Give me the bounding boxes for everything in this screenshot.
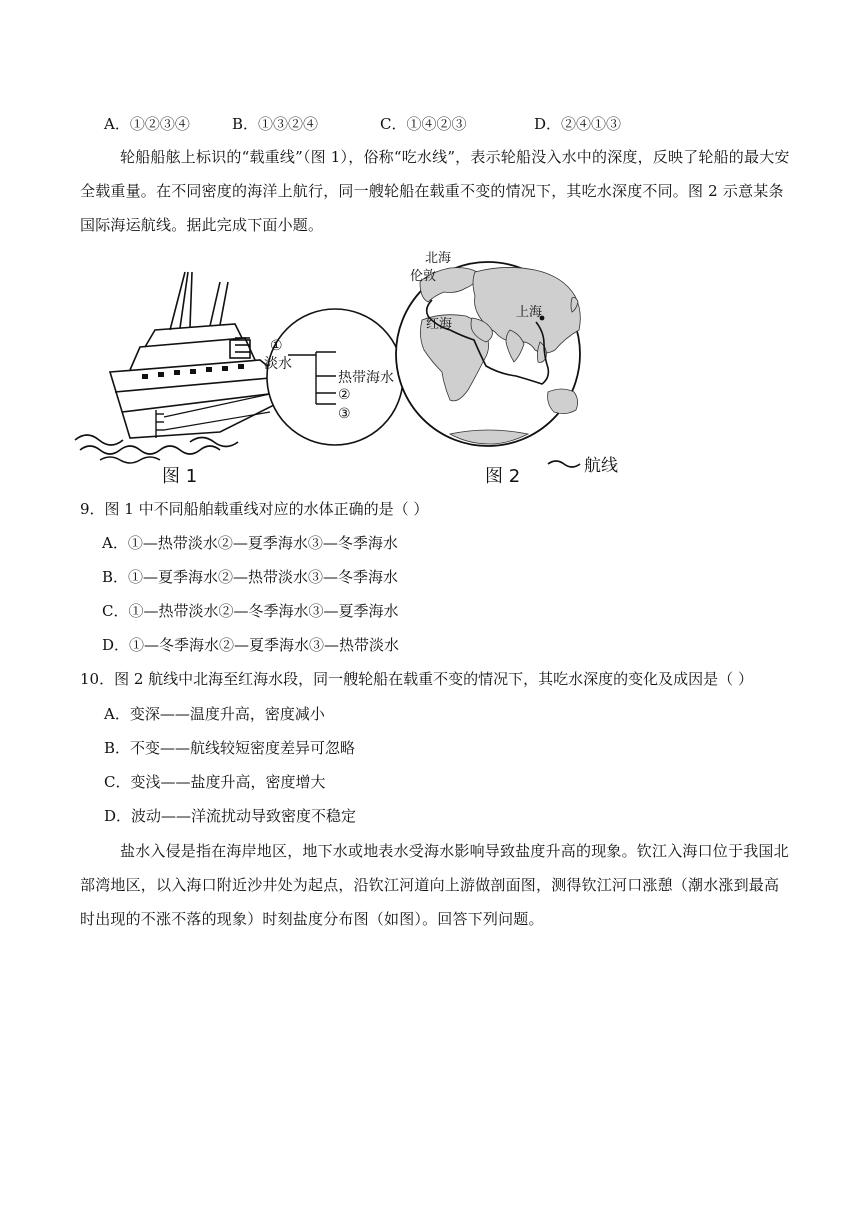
fig2-caption: 图 2 <box>485 466 521 487</box>
figure-ship-and-map <box>70 242 670 490</box>
map-label-north-sea: 北海 <box>425 251 452 266</box>
prev-option-d: D．②④①③ <box>534 115 622 133</box>
intro2-line1: 盐水入侵是指在海岸地区，地下水或地表水受海水影响导致盐度升高的现象。钦江入海口位于我国北 <box>120 842 789 860</box>
map-label-red-sea: 红海 <box>426 317 453 332</box>
map-label-london: 伦敦 <box>410 269 437 284</box>
ship-portholes <box>142 364 244 379</box>
q10-option-c: C．变浅——盐度升高，密度增大 <box>104 773 326 791</box>
q9-option-b: B．①—夏季海水②—热带淡水③—冬季海水 <box>102 568 399 586</box>
q10-option-b: B．不变——航线较短密度差异可忽略 <box>104 739 356 757</box>
label-tropical-sea-water: 热带海水 <box>338 370 394 386</box>
q10-option-d: D．波动——洋流扰动导致密度不稳定 <box>104 807 357 825</box>
label-mark-1: ① <box>270 338 283 354</box>
intro1-line1: 轮船船舷上标识的“载重线”（图 1），俗称“吃水线”，表示轮船没入水中的深度，反映了轮船的最大安 <box>120 148 790 166</box>
fig1-caption: 图 1 <box>162 466 198 487</box>
intro2-line2: 部湾地区，以入海口附近沙井处为起点，沿钦江河道向上游做剖面图，测得钦江河口涨憩（潮水涨到最高 <box>80 876 780 894</box>
pointer-line-bottom <box>164 412 270 430</box>
prev-option-b: B．①③②④ <box>232 115 319 133</box>
prev-option-a: A．①②③④ <box>104 115 190 133</box>
q9-option-a: A．①—热带淡水②—夏季海水③—冬季海水 <box>102 534 398 552</box>
q9-option-c: C．①—热带淡水②—冬季海水③—夏季海水 <box>102 602 399 620</box>
ship-load-line-marks <box>156 410 164 438</box>
route-legend-label: 航线 <box>584 456 618 476</box>
intro1-line2: 全载重量。在不同密度的海洋上航行，同一艘轮船在载重不变的情况下，其吃水深度不同。图 2 示意某条 <box>80 182 784 200</box>
q10-option-a: A．变深——温度升高，密度减小 <box>104 705 325 723</box>
q9-stem: 9．图 1 中不同船舶载重线对应的水体正确的是（ ） <box>80 500 429 518</box>
intro1-line3: 国际海运航线。据此完成下面小题。 <box>80 216 324 234</box>
q10-stem: 10．图 2 航线中北海至红海水段，同一艘轮船在载重不变的情况下，其吃水深度的变化及成因是（ ） <box>80 670 753 688</box>
label-mark-3: ③ <box>338 406 351 422</box>
map-label-shanghai: 上海 <box>516 305 543 320</box>
label-mark-2: ② <box>338 387 351 403</box>
q9-option-d: D．①—冬季海水②—夏季海水③—热带淡水 <box>102 636 400 654</box>
route-legend-symbol <box>548 461 580 467</box>
prev-option-c: C．①④②③ <box>380 115 467 133</box>
intro2-line3: 时出现的不涨不落的现象）时刻盐度分布图（如图）。回答下列问题。 <box>80 910 544 928</box>
label-fresh-water: 淡水 <box>264 356 292 372</box>
